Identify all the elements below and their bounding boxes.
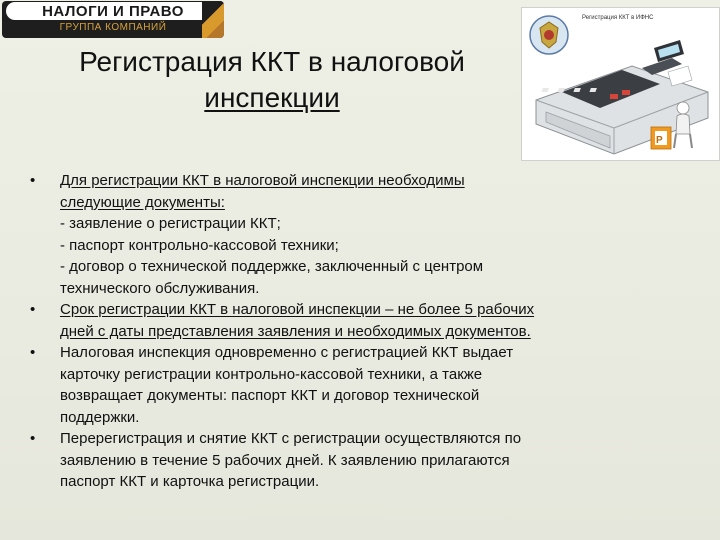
bullet-text-line: заявлению в течение 5 рабочих дней. К заявлению прилагаются bbox=[60, 451, 510, 469]
bullet-text-line: технического обслуживания. bbox=[60, 279, 260, 297]
bullet-text-line: - паспорт контрольно-кассовой техники; bbox=[60, 236, 339, 254]
emblem-icon bbox=[530, 16, 568, 54]
logo-pill bbox=[6, 2, 220, 20]
bullet-item-reregistration bbox=[26, 428, 656, 493]
bullet-item-documents bbox=[26, 170, 656, 299]
logo-stripe bbox=[202, 1, 224, 38]
bullet-text-line: карточку регистрации контрольно-кассовой техники, а также bbox=[60, 365, 483, 383]
bullet-text-line: следующие документы: bbox=[60, 193, 225, 211]
bullet-text-line: Налоговая инспекция одновременно с регистрацией ККТ выдает bbox=[60, 344, 514, 361]
illustration bbox=[521, 7, 720, 161]
bullet-text-line: дней с даты представления заявления и необходимых документов. bbox=[60, 322, 531, 340]
bullet-item-deadline bbox=[26, 299, 656, 342]
bullet-item-card bbox=[26, 342, 656, 428]
bullet-marker: • bbox=[30, 344, 36, 361]
title-line-2: инспекции bbox=[204, 82, 340, 113]
cash-register-icon bbox=[522, 8, 719, 160]
register-body bbox=[536, 40, 708, 154]
logo-subtitle: ГРУППА КОМПАНИЙ bbox=[59, 22, 167, 33]
bullet-text-line: паспорт ККТ и карточка регистрации. bbox=[60, 473, 320, 490]
bullet-text-line: возвращает документы: паспорт ККТ и договор технической bbox=[60, 387, 480, 404]
bullet-marker: • bbox=[30, 430, 36, 447]
bullet-list bbox=[26, 170, 656, 493]
bullet-text-line: - договор о технической поддержке, заключенный с центром bbox=[60, 258, 484, 275]
title-line-1: Регистрация ККТ в налоговой bbox=[79, 46, 465, 77]
bullet-marker: • bbox=[30, 301, 36, 318]
bullet-text-line: поддержки. bbox=[60, 408, 140, 426]
company-logo bbox=[2, 1, 224, 38]
bullet-text-line: Срок регистрации ККТ в налоговой инспекции – не более 5 рабочих bbox=[60, 301, 535, 318]
illustration-caption: Регистрация ККТ в ИФНС bbox=[582, 15, 654, 21]
bullet-text-line: - заявление о регистрации ККТ; bbox=[60, 215, 281, 232]
logo-title: НАЛОГИ И ПРАВО bbox=[42, 2, 184, 20]
bullet-text-line: Перерегистрация и снятие ККТ с регистрации осуществляются по bbox=[60, 430, 522, 447]
bullet-text-line: Для регистрации ККТ в налоговой инспекции необходимы bbox=[60, 172, 465, 189]
badge-letter: Р bbox=[656, 135, 663, 146]
bullet-marker: • bbox=[30, 172, 36, 189]
slide-title bbox=[46, 44, 498, 116]
